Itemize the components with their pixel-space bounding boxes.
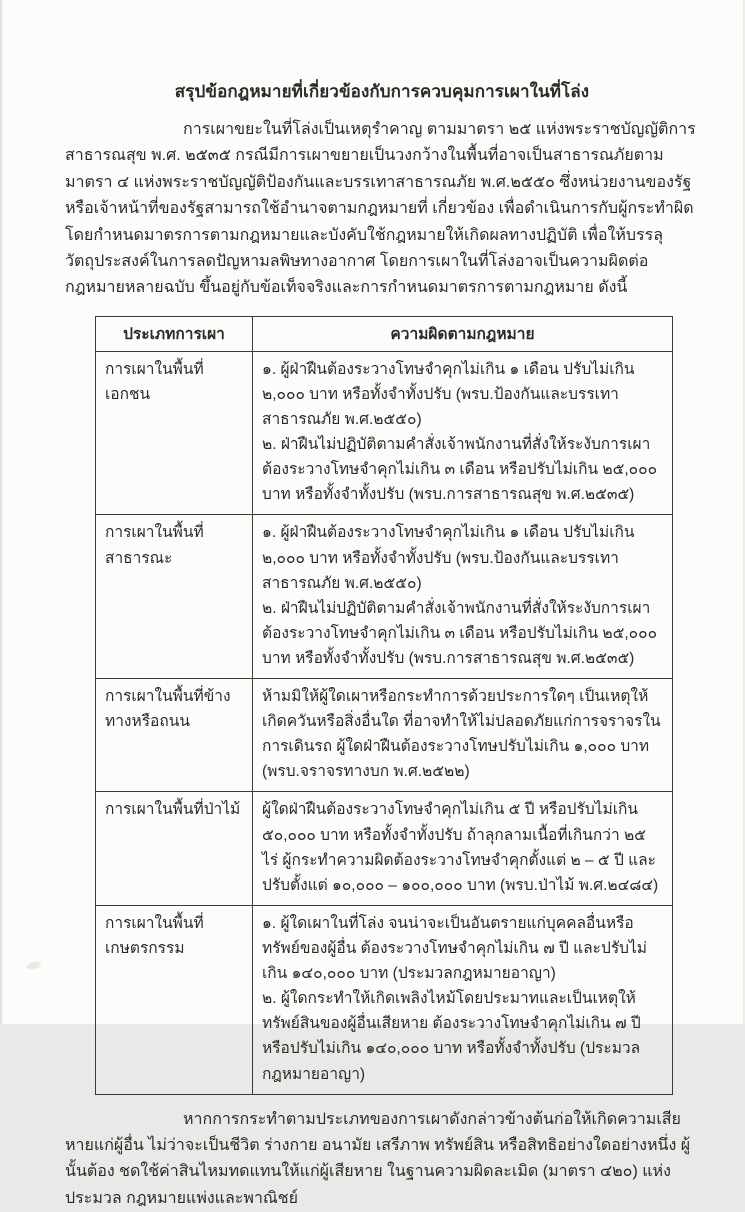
penalty-cell bbox=[253, 351, 673, 515]
table-row bbox=[96, 351, 673, 515]
penalty-item: ๑. ผู้ใดเผาในที่โล่ง จนน่าจะเป็นอันตรายแก่บุคคลอื่นหรือทรัพย์ของผู้อื่น ต้องระวางโทษจำคุกไม่เกิน ๗ ปี และปรับไม่เกิน ๑๔๐,๐๐๐ บาท (ประมวลกฎหมายอาญา) bbox=[262, 914, 648, 983]
burn-type-cell: การเผาในพื้นที่สาธารณะ bbox=[96, 515, 253, 679]
table-row bbox=[96, 792, 673, 905]
document-content bbox=[65, 0, 699, 1212]
scan-smudge-artifact bbox=[26, 961, 41, 971]
intro-paragraph: การเผาขยะในที่โล่งเป็นเหตุรำคาญ ตามมาตรา ๒๕ แห่งพระราชบัญญัติการสาธารณสุข พ.ศ. ๒๕๓๕ กรณีมีการเผาขยายเป็นวงกว้างในพื้นที่อาจเป็นสาธารณภัยตามมาตรา ๔ แห่งพระราชบัญญัติป้องกันและบรรเทาสาธารณภัย พ.ศ.๒๕๕๐ ซึ่งหน่วยงานของรัฐหรือเจ้าหน้าที่ของรัฐสามารถใช้อำนาจตามกฎหมายที่ เกี่ยวข้อง เพื่อดำเนินการกับผู้กระทำผิด โดยกำหนดมาตรการตามกฎหมายและบังคับใช้กฎหมายให้เกิดผลทางปฏิบัติ เพื่อให้บรรลุวัตถุประสงค์ในการลดปัญหามลพิษทางอากาศ โดยการเผาในที่โล่งอาจเป็นความผิดต่อกฎหมายหลายฉบับ ขึ้นอยู่กับข้อเท็จจริงและการกำหนดมาตรการตามกฎหมาย ดังนี้ bbox=[65, 121, 696, 297]
burn-type-cell: การเผาในพื้นที่เอกชน bbox=[96, 351, 253, 515]
column-header-burn-type: ประเภทการเผา bbox=[96, 316, 253, 351]
penalty-item: ห้ามมิให้ผู้ใดเผาหรือกระทำการด้วยประการใดๆ เป็นเหตุให้เกิดควันหรือสิ่งอื่นใด ที่อาจทำให้ไม่ปลอดภัยแก่การจราจรในการเดินรถ ผู้ใดฝ่าฝืนต้องระวางโทษปรับไม่เกิน ๑,๐๐๐ บาท (พรบ.จราจรทางบก พ.ศ.๒๕๒๒) bbox=[262, 688, 661, 781]
page-title: สรุปข้อกฎหมายที่เกี่ยวข้องกับการควบคุมการเผาในที่โล่ง bbox=[174, 82, 590, 101]
burn-type-cell: การเผาในพื้นที่ข้างทางหรือถนน bbox=[96, 679, 253, 792]
burn-type-cell: การเผาในพื้นที่ป่าไม้ bbox=[96, 792, 253, 905]
column-header-legal-offense: ความผิดตามกฎหมาย bbox=[253, 316, 673, 351]
table-header-row bbox=[96, 316, 673, 351]
burn-type-cell: การเผาในพื้นที่เกษตรกรรม bbox=[96, 905, 253, 1094]
table-row bbox=[96, 515, 673, 679]
closing-paragraph: หากการกระทำตามประเภทของการเผาดังกล่าวข้างต้นก่อให้เกิดความเสียหายแก่ผู้อื่น ไม่ว่าจะเป็นชีวิต ร่างกาย อนามัย เสรีภาพ ทรัพย์สิน หรือสิทธิอย่างใดอย่างหนึ่ง ผู้นั้นต้อง ชดใช้ค่าสินไหมทดแทนให้แก่ผู้เสียหาย ในฐานความผิดละเมิด (มาตรา ๔๒๐) แห่งประมวล กฎหมายแพ่งและพาณิชย์ bbox=[65, 1110, 691, 1207]
table-row bbox=[96, 679, 673, 792]
penalty-item: ๒. ผู้ใดกระทำให้เกิดเพลิงไหม้โดยประมาทและเป็นเหตุให้ทรัพย์สินของผู้อื่นเสียหาย ต้องระวางโทษจำคุกไม่เกิน ๗ ปี หรือปรับไม่เกิน ๑๔๐,๐๐๐ บาท หรือทั้งจำทั้งปรับ (ประมวลกฎหมายอาญา) bbox=[262, 990, 641, 1083]
penalty-item: ๑. ผู้ฝ่าฝืนต้องระวางโทษจำคุกไม่เกิน ๑ เดือน ปรับไม่เกิน ๒,๐๐๐ บาท หรือทั้งจำทั้งปรับ (พรบ.ป้องกันและบรรเทาสาธารณภัย พ.ศ.๒๕๕๐) bbox=[262, 524, 635, 592]
penalty-cell bbox=[253, 679, 673, 792]
burning-law-table bbox=[95, 316, 673, 1095]
penalty-item: ๒. ฝ่าฝืนไม่ปฏิบัติตามคำสั่งเจ้าพนักงานที่สั่งให้ระงับการเผา ต้องระวางโทษจำคุกไม่เกิน ๓ เดือน หรือปรับไม่เกิน ๒๕,๐๐๐ บาท หรือทั้งจำทั้งปรับ (พรบ.การสาธารณสุข พ.ศ.๒๕๓๕) bbox=[262, 436, 658, 504]
table-row bbox=[96, 905, 673, 1094]
penalty-item: ๑. ผู้ฝ่าฝืนต้องระวางโทษจำคุกไม่เกิน ๑ เดือน ปรับไม่เกิน ๒,๐๐๐ บาท หรือทั้งจำทั้งปรับ (พรบ.ป้องกันและบรรเทาสาธารณภัย พ.ศ.๒๕๕๐) bbox=[262, 360, 635, 428]
penalty-cell bbox=[253, 515, 673, 679]
penalty-cell bbox=[253, 792, 673, 905]
penalty-item: ๒. ฝ่าฝืนไม่ปฏิบัติตามคำสั่งเจ้าพนักงานที่สั่งให้ระงับการเผา ต้องระวางโทษจำคุกไม่เกิน ๓ เดือน หรือปรับไม่เกิน ๒๕,๐๐๐ บาท หรือทั้งจำทั้งปรับ (พรบ.การสาธารณสุข พ.ศ.๒๕๓๕) bbox=[262, 599, 658, 667]
penalty-cell bbox=[253, 905, 673, 1094]
penalty-item: ผู้ใดฝ่าฝืนต้องระวางโทษจำคุกไม่เกิน ๕ ปี หรือปรับไม่เกิน ๕๐,๐๐๐ บาท หรือทั้งจำทั้งปรับ ถ้าลุกลามเนื้อที่เกินกว่า ๒๕ ไร่ ผู้กระทำความผิดต้องระวางโทษจำคุกตั้งแต่ ๒ – ๕ ปี และปรับตั้งแต่ ๑๐,๐๐๐ – ๑๐๐,๐๐๐ บาท (พรบ.ป่าไม้ พ.ศ.๒๔๘๔) bbox=[262, 801, 659, 894]
